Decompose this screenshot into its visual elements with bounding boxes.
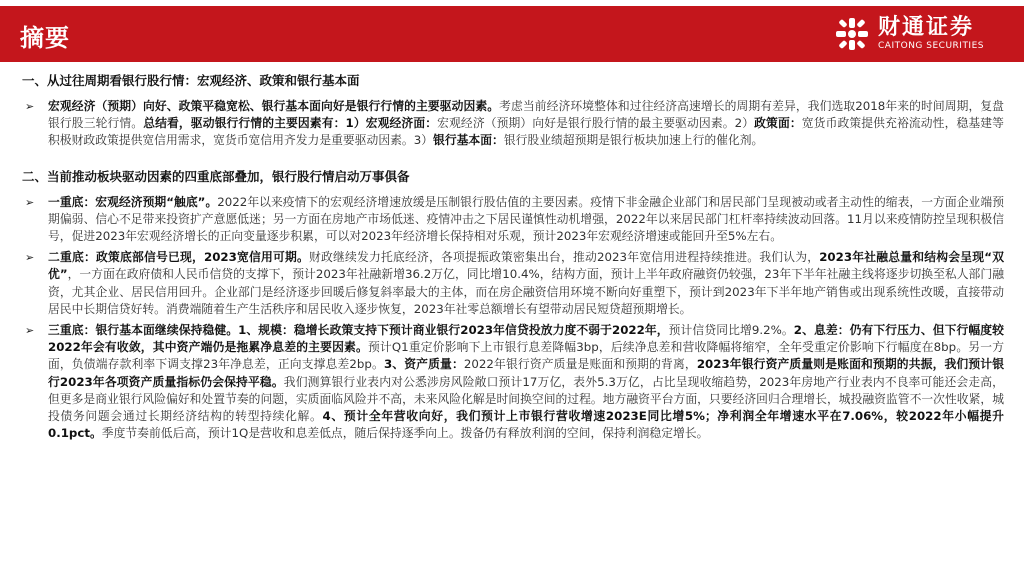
logo-icon bbox=[834, 16, 870, 52]
bullet-text: 宽货币政策提供充裕流动性，稳基建等积极财政政策提供宽信用需求，宽货币宽信用齐发力是重要驱动因素。3） bbox=[48, 116, 1004, 148]
bullet-text: 预计信贷同比增9.2%。 bbox=[668, 323, 794, 338]
bullet-text-bold: 二重底：政策底部信号已现，2023宽信用可期。 bbox=[48, 250, 310, 265]
bullet-text-bold: 2、息差：仍有下行压力、但下行幅度较2022年会有收敛，其中资产端仍是拖累净息差的主要因素。 bbox=[48, 323, 1004, 355]
bullet-text-bold: 政策面： bbox=[754, 116, 802, 131]
bullet-text-bold: 3、资产质量： bbox=[383, 357, 464, 372]
bullet-text: 季度节奏前低后高，预计1Q是营收和息差低点，随后保持逐季向上。拨备仍有释放利润的空间，保持利润稳定增长。 bbox=[101, 426, 709, 441]
summary-content bbox=[22, 72, 1004, 442]
section-2-bullet-3 bbox=[22, 322, 1004, 442]
section-2-bullet-1 bbox=[22, 194, 1004, 246]
logo-en: CAITONG SECURITIES bbox=[878, 41, 984, 51]
bullet-text-bold: 一重底：宏观经济预期“触底”。 bbox=[48, 194, 218, 209]
bullet-text: 银行股业绩超预期是银行板块加速上行的催化剂。 bbox=[503, 133, 764, 148]
section-2-bullet-2 bbox=[22, 249, 1004, 318]
bullet-text: 我们测算银行业表内对公悉涉房风险敞口预计17万亿，表外5.3万亿，占比呈现收缩趋势，2023年房地产行业表内不良率可能还会走高，但更多是商业银行风险偏好和处置节奏的问题，实质面临风险并不高，未来风险化解是时间换空间的过程。地方融资平台方面，只要经济回归合理增长，城投融资监管不一次性收紧，城投债务问题会通过长期经济结构的转型持续化解。 bbox=[48, 374, 1004, 424]
bullet-text-bold: 三重底：银行基本面继续保持稳健。1、规模：稳增长政策支持下预计商业银行2023年信贷投放力度不弱于2022年， bbox=[48, 323, 669, 338]
bullet-icon: ➢ bbox=[25, 100, 35, 113]
bullet-text: 2022年以来疫情下的宏观经济增速放缓是压制银行股估值的主要因素。疫情下非金融企业部门和居民部门呈现被动或者主动性的缩表，一方面企业端预期偏弱、信心不足带来投资扩产意愿低迷；另一方面在房地产市场低迷、疫情冲击之下居民谨慎性动机增强，2022年以来居民部门杠杆率持续波动回落。11月以来疫情防控呈现积极信号，促进2023年宏观经济增长的正向变量逐步积累，可以对2023年经济增长保持相对乐观，预计2023年宏观经济增速或能回升至5%左右。 bbox=[48, 194, 1004, 244]
bullet-text: 财政继续发力托底经济，各项提振政策密集出台，推动2023年宽信用进程持续推进。我们认为， bbox=[309, 250, 820, 265]
bullet-text-bold: 2023年银行资产质量则是账面和预期的共振，我们预计银行2023年各项资产质量指标仍会保持平稳。 bbox=[48, 357, 1005, 389]
bullet-text-bold: 2023年社融总量和结构会呈现“双优” bbox=[48, 250, 1004, 282]
bullet-text-bold: 银行基本面： bbox=[433, 133, 504, 148]
header bbox=[0, 0, 1024, 70]
section-2-title: 二、当前推动板块驱动因素的四重底部叠加，银行股行情启动万事俱备 bbox=[22, 168, 410, 184]
bullet-icon: ➢ bbox=[25, 195, 35, 209]
section-1-title: 一、从过往周期看银行股行情：宏观经济、政策和银行基本面 bbox=[22, 73, 360, 88]
bullet-text-bold: 4、预计全年营收向好，我们预计上市银行营收增速2023E同比增5%；净利润全年增速水平在7.06%，较2022年小幅提升0.1pct。 bbox=[48, 409, 1004, 441]
logo-text bbox=[878, 16, 984, 52]
bullet-text: 2022年银行资产质量是账面和预期的背离， bbox=[463, 357, 697, 372]
logo-cn: 财通证券 bbox=[878, 15, 975, 40]
company-logo bbox=[834, 12, 984, 56]
bullet-icon: ➢ bbox=[25, 324, 35, 338]
bullet-text-bold: 宏观经济（预期）向好、政策平稳宽松、银行基本面向好是银行行情的主要驱动因素。 bbox=[48, 99, 500, 113]
page-title: 摘要 bbox=[20, 24, 70, 52]
bullet-text: 预计Q1重定价影响下上市银行息差降幅3bp，后续净息差和营收降幅将缩窄，全年受重定价影响下行幅度在8bp。另一方面，负债端存款利率下调支撑23年净息差，正向支撑息差2bp。 bbox=[48, 340, 1004, 372]
bullet-text-bold: 总结看，驱动银行行情的主要因素有：1）宏观经济面： bbox=[143, 116, 438, 131]
bullet-text: ，一方面在政府债和人民币信贷的支撑下，预计2023年社融新增36.2万亿，同比增10.4%，结构方面，预计上半年政府融资仍较强，23年下半年社融主线将逐步切换至私人部门融资，尤其企业、居民信用回升。企业部门是经济逐步回暖后修复斜率最大的主体，而在房企融资信用环境不断向好重塑下，预计到2023年下半年地产销售或出现系统性改暖，直接带动居民中长期信贷好转。消费端随着生产生活秩序和居民收入逐步恢复，2023年社零总额增长有望带动居民短贷超预期增长。 bbox=[48, 267, 1004, 316]
section-1-bullet bbox=[22, 98, 1004, 150]
bullet-icon: ➢ bbox=[25, 251, 35, 265]
bullet-text: 宏观经济（预期）向好是银行股行情的最主要驱动因素。2） bbox=[437, 116, 755, 131]
bullet-text: 考虑当前经济环境整体和过往经济高速增长的周期有差异，我们选取2018年来的时间周期，复盘银行股三轮行情。 bbox=[48, 99, 1004, 131]
